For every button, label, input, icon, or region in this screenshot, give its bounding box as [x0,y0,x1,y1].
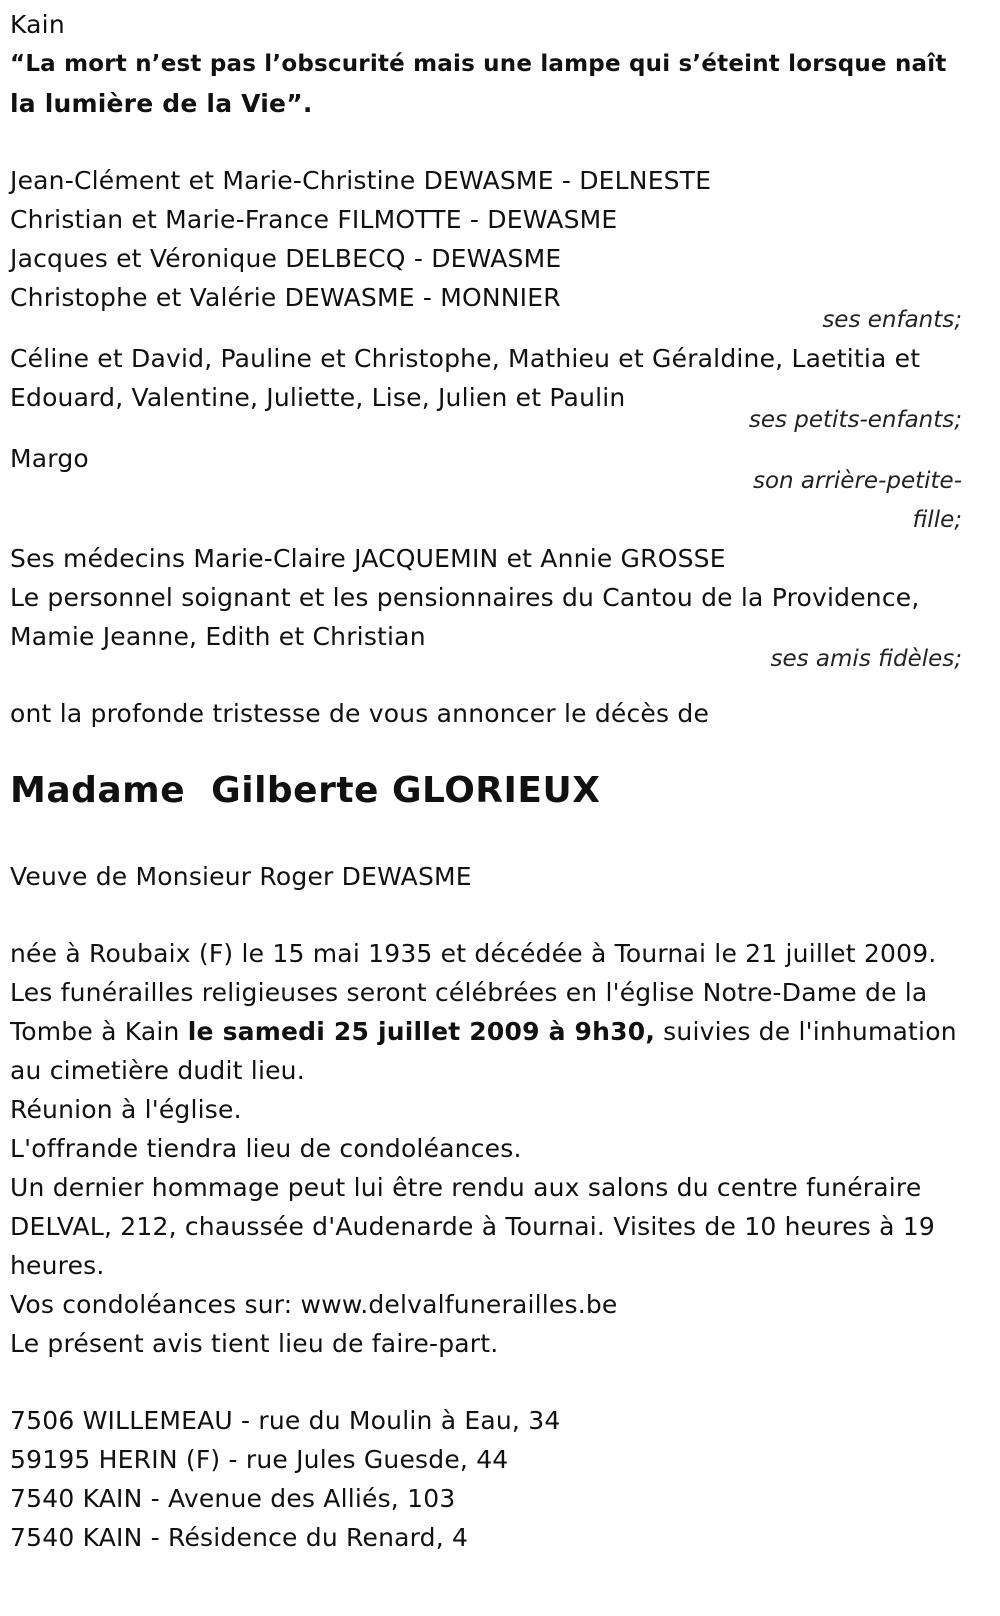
grandchildren-role: ses petits-enfants; [748,407,962,433]
children-line-3: Jacques et Véronique DELBECQ - DEWASME [10,244,562,273]
great-grandchild-role-2: fille; [912,507,962,533]
great-grandchild-role-1: son arrière-petite- [752,468,962,494]
details-line-11: Le présent avis tient lieu de faire-part. [10,1329,499,1358]
details-line-3-start: Tombe à Kain [10,1017,188,1046]
friends-line-1: Ses médecins Marie-Claire JACQUEMIN et Annie GROSSE [10,544,726,573]
announcement-text: ont la profonde tristesse de vous annoncer le décès de [10,699,710,728]
quote-line-1: “La mort n’est pas l’obscurité mais une lampe qui s’éteint lorsque naît [10,51,947,77]
address-2: 59195 HERIN (F) - rue Jules Guesde, 44 [10,1445,509,1474]
widow-of-text: Veuve de Monsieur Roger DEWASME [10,862,472,891]
details-line-8: DELVAL, 212, chaussée d'Audenarde à Tournai. Visites de 10 heures à 19 [10,1212,935,1241]
grandchildren-line-1: Céline et David, Pauline et Christophe, Mathieu et Géraldine, Laetitia et [10,344,921,373]
friends-line-2: Le personnel soignant et les pensionnaires du Cantou de la Providence, [10,583,920,612]
details-line-2: Les funérailles religieuses seront célébrées en l'église Notre-Dame de la [10,978,928,1007]
deceased-name: Madame Gilberte GLORIEUX [10,770,601,811]
place-label: Kain [10,10,65,39]
children-line-4: Christophe et Valérie DEWASME - MONNIER [10,283,561,312]
details-line-7: Un dernier hommage peut lui être rendu aux salons du centre funéraire [10,1173,922,1202]
address-4: 7540 KAIN - Résidence du Renard, 4 [10,1523,469,1552]
details-line-1: née à Roubaix (F) le 15 mai 1935 et décédée à Tournai le 21 juillet 2009. [10,939,937,968]
address-3: 7540 KAIN - Avenue des Alliés, 103 [10,1484,456,1513]
children-line-2: Christian et Marie-France FILMOTTE - DEWASME [10,205,618,234]
details-line-3-end: suivies de l'inhumation [655,1017,957,1046]
address-1: 7506 WILLEMEAU - rue du Moulin à Eau, 34 [10,1406,561,1435]
friends-line-3: Mamie Jeanne, Edith et Christian [10,622,426,651]
details-line-5: Réunion à l'église. [10,1095,242,1124]
children-role: ses enfants; [822,307,962,333]
details-line-6: L'offrande tiendra lieu de condoléances. [10,1134,522,1163]
details-line-3 [10,1012,957,1051]
details-line-4: au cimetière dudit lieu. [10,1056,305,1085]
friends-role: ses amis fidèles; [770,646,962,672]
quote-line-2: la lumière de la Vie”. [10,89,313,118]
grandchildren-line-2: Edouard, Valentine, Juliette, Lise, Julien et Paulin [10,383,626,412]
great-grandchild-line: Margo [10,444,89,473]
children-line-1: Jean-Clément et Marie-Christine DEWASME - DELNESTE [10,166,712,195]
condolences-line: Vos condoléances sur: www.delvalfunerailles.be [10,1290,618,1319]
details-line-9: heures. [10,1251,105,1280]
funeral-date: le samedi 25 juillet 2009 à 9h30, [187,1017,656,1046]
